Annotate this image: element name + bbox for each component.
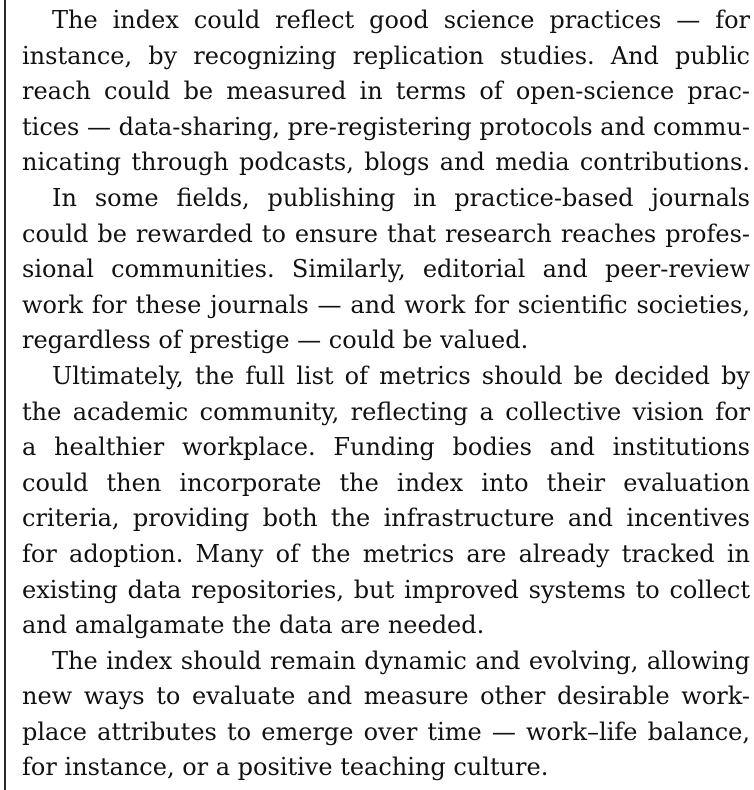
- text-line: tices — data-sharing, pre-registering protocols and commu-: [22, 112, 750, 141]
- text-line: place attributes to emerge over time — work–life balance,: [22, 717, 750, 746]
- text-line: The index could reflect good science practices — for: [52, 6, 750, 34]
- paragraph: [22, 359, 750, 644]
- text-line: a healthier workplace. Funding bodies and institutions: [22, 433, 750, 462]
- text-column: [22, 3, 750, 786]
- text-line: the academic community, reflecting a collective vision for: [22, 397, 750, 426]
- paragraph: [22, 3, 750, 181]
- text-line: regardless of prestige — could be valued.: [22, 326, 529, 355]
- text-line: work for these journals — and work for scientific societies,: [22, 290, 750, 319]
- text-line: existing data repositories, but improved systems to collect: [22, 575, 750, 604]
- text-line: sional communities. Similarly, editorial and peer-review: [22, 255, 750, 284]
- text-line: new ways to evaluate and measure other desirable work-: [22, 682, 750, 711]
- text-line: reach could be measured in terms of open-science prac-: [22, 77, 750, 106]
- text-line: could be rewarded to ensure that research reaches profes-: [22, 219, 750, 248]
- text-line: instance, by recognizing replication studies. And public: [22, 41, 750, 70]
- text-line: The index should remain dynamic and evolving, allowing: [52, 646, 750, 675]
- paragraph: [22, 181, 750, 359]
- text-line: criteria, providing both the infrastructure and incentives: [22, 504, 750, 533]
- text-line: and amalgamate the data are needed.: [22, 611, 485, 640]
- paragraph: [22, 644, 750, 786]
- text-line: nicating through podcasts, blogs and media contributions.: [22, 148, 750, 177]
- column-divider: [4, 0, 6, 790]
- text-line: for instance, or a positive teaching culture.: [22, 753, 549, 782]
- text-line: could then incorporate the index into their evaluation: [22, 468, 750, 497]
- text-line: for adoption. Many of the metrics are already tracked in: [22, 539, 750, 568]
- text-line: In some fields, publishing in practice-based journals: [52, 183, 750, 212]
- text-line: Ultimately, the full list of metrics should be decided by: [52, 361, 750, 390]
